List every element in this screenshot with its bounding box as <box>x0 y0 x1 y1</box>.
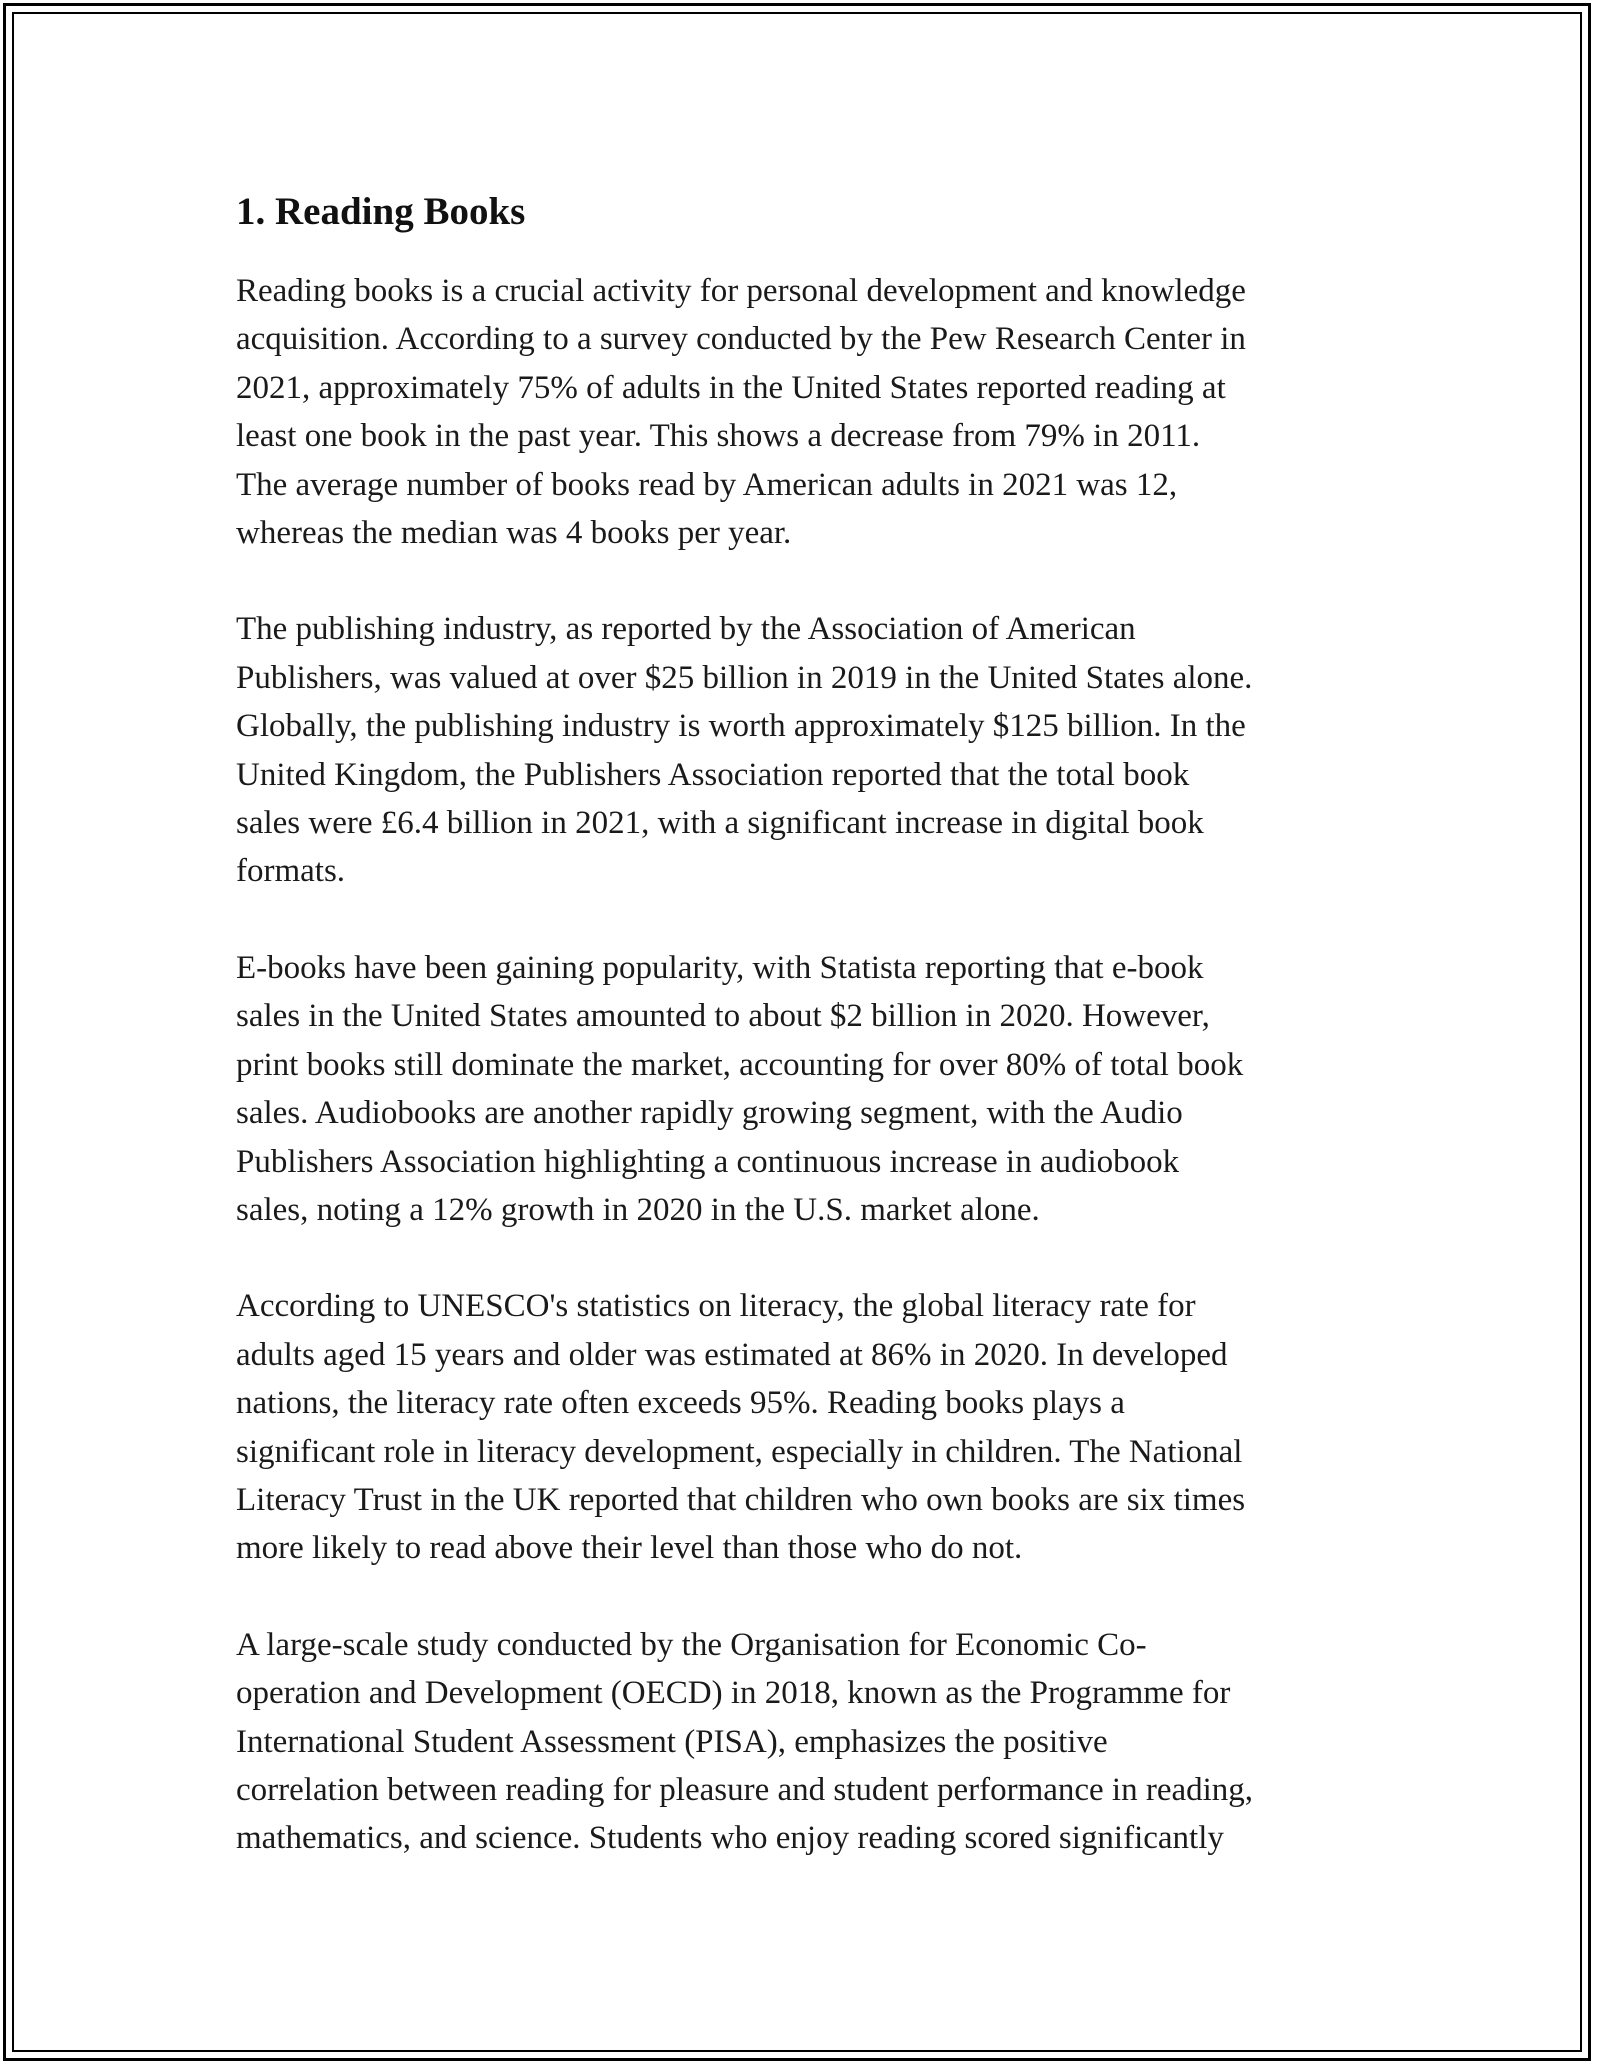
paragraph-publishing-industry: The publishing industry, as reported by the Association of American Publishers, was valued at over $25 billion in 2019 in the United States alone. Globally, the publishing industry is worth approximately $125 billion. In the United Kingdom, the Publishers Association reported that the total book sales were £6.4 billion in 2021, with a significant increase in digital book formats. <box>236 611 1253 890</box>
section-heading: 1. Reading Books <box>236 190 526 233</box>
paragraph-ebooks-audiobooks: E-books have been gaining popularity, with Statista reporting that e-book sales in the United States amounted to about $2 billion in 2020. However, print books still dominate the market, accounting for over 80% of total book sales. Audiobooks are another rapidly growing segment, with the Audio Publishers Association highlighting a continuous increase in audiobook sales, noting a 12% growth in 2020 in the U.S. market alone. <box>236 949 1244 1228</box>
document-body <box>236 182 1406 1911</box>
paragraph-oecd-pisa: A large-scale study conducted by the Organisation for Economic Co- operation and Development (OECD) in 2018, known as the Programme for International Student Assessment (PISA), emphasizes the positive correlation between reading for pleasure and student performance in reading, mathematics, and science. Students who enjoy reading scored significantly <box>236 1626 1254 1857</box>
paragraph-reading-survey: Reading books is a crucial activity for personal development and knowledge acquisition. According to a survey conducted by the Pew Research Center in 2021, approximately 75% of adults in the United States reported reading at least one book in the past year. This shows a decrease from 79% in 2011. The average number of books read by American adults in 2021 was 12, whereas the median was 4 books per year. <box>236 273 1246 552</box>
paragraph-literacy: According to UNESCO's statistics on literacy, the global literacy rate for adults aged 15 years and older was estimated at 86% in 2020. In developed nations, the literacy rate often exceeds 95%. Reading books plays a significant role in literacy development, especially in children. The National Literacy Trust in the UK reported that children who own books are six times more likely to read above their level than those who do not. <box>236 1288 1246 1567</box>
